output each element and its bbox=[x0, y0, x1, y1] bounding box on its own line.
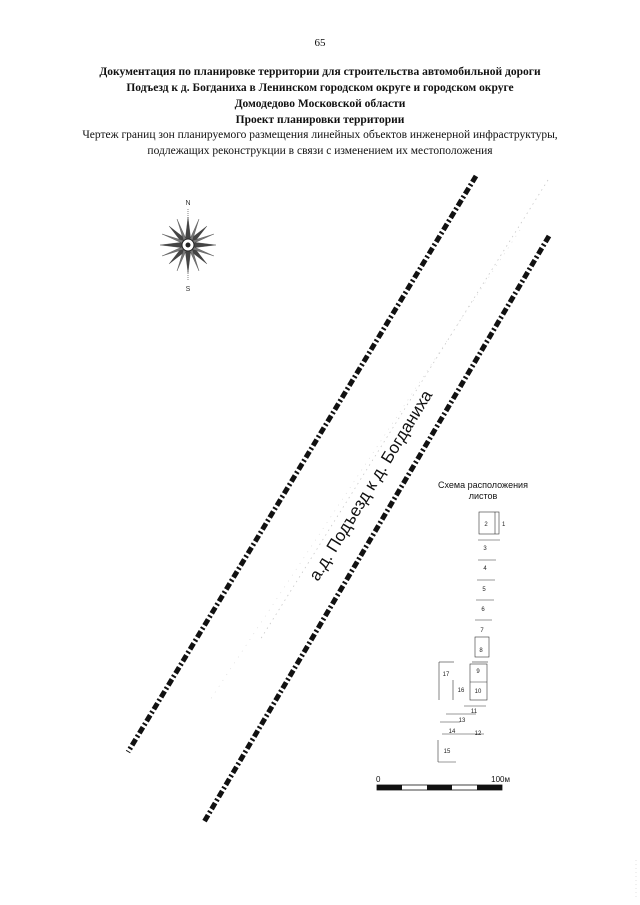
scale-bar bbox=[376, 775, 510, 790]
sheet-number: 10 bbox=[474, 689, 482, 695]
sheet-number: 4 bbox=[483, 566, 487, 572]
sheet-number: 2 bbox=[484, 522, 488, 528]
zone-boundary-right bbox=[204, 236, 549, 822]
page-number: 65 bbox=[314, 37, 326, 49]
sheet-number: 3 bbox=[483, 546, 487, 552]
sheet-numbers bbox=[443, 522, 506, 755]
sheet-frame-8 bbox=[475, 637, 489, 657]
sheet-number: 5 bbox=[482, 587, 486, 593]
sheet-number: 15 bbox=[443, 749, 451, 755]
sheet-number: 12 bbox=[474, 731, 482, 737]
compass-south-letter: S bbox=[185, 286, 191, 293]
scheme-title bbox=[424, 480, 542, 502]
road-label: а.д. Подъезд к д. Богданиха bbox=[305, 386, 437, 585]
compass-rose-icon bbox=[160, 200, 216, 293]
header-line-4: Проект планировки территории bbox=[235, 114, 405, 126]
sheet-number: 8 bbox=[479, 648, 483, 654]
road-axis-line-2 bbox=[210, 230, 520, 700]
scale-start-label: 0 bbox=[376, 775, 381, 784]
header-line-2: Подъезд к д. Богданиха в Ленинском городском округе и городском округе bbox=[126, 82, 514, 94]
sheet-number: 7 bbox=[480, 628, 484, 634]
sheet-number: 9 bbox=[476, 669, 480, 675]
scale-end-label: 100м bbox=[491, 775, 510, 784]
sheet-frame-1-2 bbox=[479, 512, 499, 534]
sheet-number: 13 bbox=[458, 718, 466, 724]
sheet-number: 11 bbox=[470, 709, 478, 715]
scheme-title-line-1: Схема расположения bbox=[438, 480, 528, 490]
header-line-3: Домодедово Московской области bbox=[234, 98, 406, 110]
sheet-number: 14 bbox=[448, 729, 456, 735]
sheet-number: 16 bbox=[457, 688, 465, 694]
sheet-number: 6 bbox=[481, 607, 485, 613]
header-line-1: Документация по планировке территории для строительства автомобильной дороги bbox=[99, 66, 541, 78]
scheme-title-line-2: листов bbox=[468, 491, 498, 501]
road-axis-line bbox=[260, 180, 548, 640]
subtitle-line-1: Чертеж границ зон планируемого размещения линейных объектов инженерной инфраструктуры, bbox=[82, 129, 558, 141]
sheet-number: 1 bbox=[502, 522, 506, 528]
compass-north-letter: N bbox=[185, 200, 191, 207]
sheet-number: 17 bbox=[442, 672, 450, 678]
sheet-layout-scheme bbox=[438, 512, 500, 762]
subtitle-line-2: подлежащих реконструкции в связи с изменением их местоположения bbox=[147, 145, 493, 157]
